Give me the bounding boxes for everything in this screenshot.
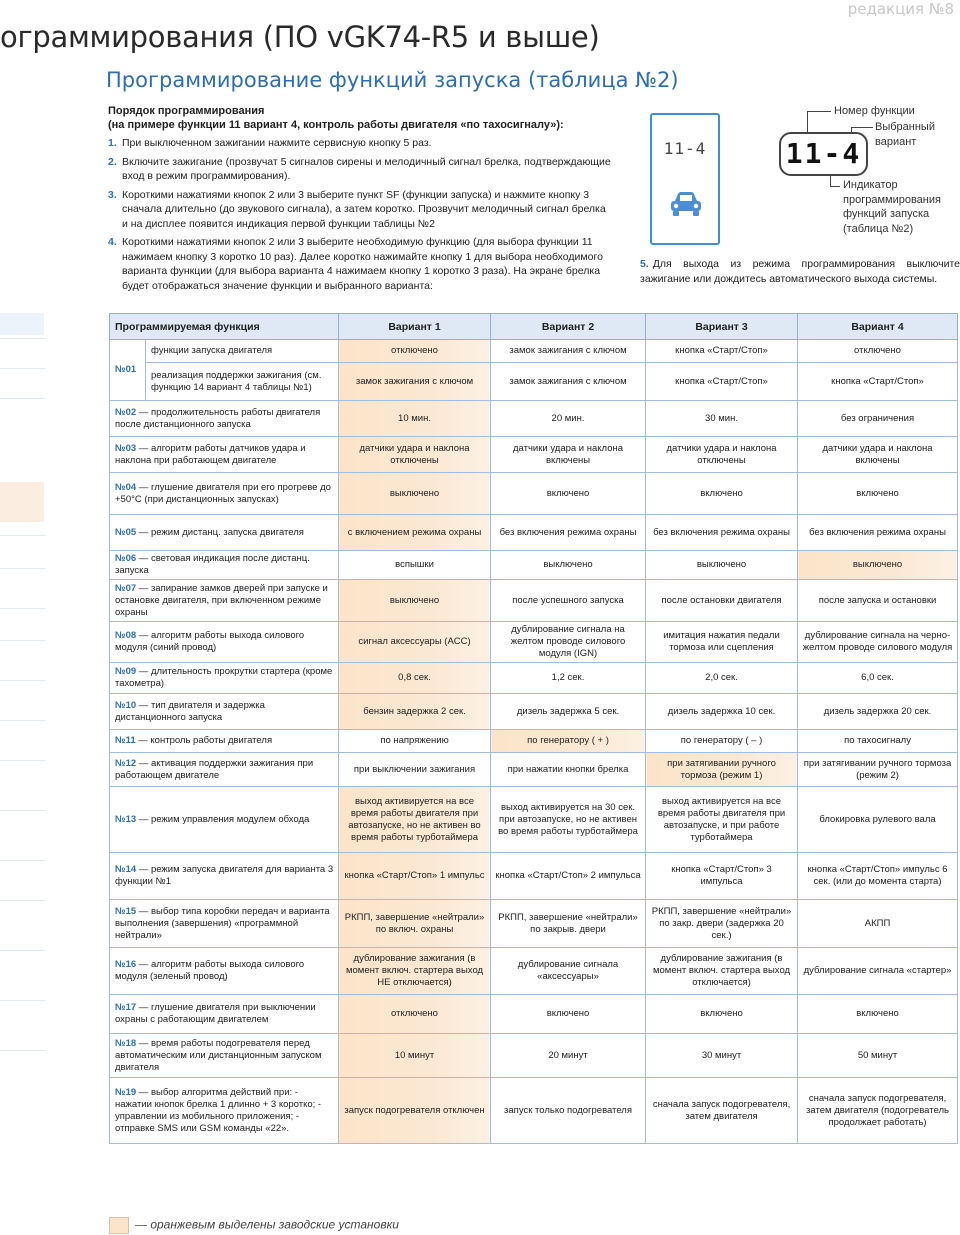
table-row (110, 622, 958, 663)
key-fob-display (650, 113, 720, 245)
table-row (110, 363, 958, 401)
function-text: — время работы подогревателя перед автоматическим или дистанционным запуском двигателя (115, 1037, 322, 1073)
table-row (110, 853, 958, 900)
table-row (110, 473, 958, 515)
edition-label: редакция №8 (847, 0, 954, 18)
header-variant-4: Вариант 4 (798, 314, 958, 340)
variant-1-cell: отключено (339, 340, 491, 363)
function-description: реализация поддержки зажигания (см. функцию 14 вариант 4 таблицы №1) (146, 363, 339, 401)
variant-2-cell: РКПП, завершение «нейтрали» по закрыв. двери (491, 900, 646, 948)
variant-1-cell: отключено (339, 995, 491, 1034)
function-number: №05 (115, 526, 137, 538)
function-number: №07 (115, 582, 137, 594)
variant-3-cell: РКПП, завершение «нейтрали» по закр. двери (задержка 20 сек.) (646, 900, 798, 948)
function-number: №12 (115, 757, 137, 769)
variant-4-cell: АКПП (798, 900, 958, 948)
variant-3-cell: датчики удара и наклона отключены (646, 437, 798, 473)
function-text: — глушение двигателя при выключении охраны с работающим двигателем (115, 1002, 316, 1025)
function-text: — алгоритм работы выхода силового модуля (синий провод) (115, 630, 305, 653)
variant-4-cell: выключено (798, 551, 958, 580)
variant-2-cell: включено (491, 995, 646, 1034)
table-row (110, 551, 958, 580)
function-description (110, 787, 339, 853)
table-row (110, 787, 958, 853)
function-text: — глушение двигателя при его прогреве до +50°С (при дистанционных запусках) (115, 481, 331, 505)
function-description (110, 663, 339, 694)
table-row (110, 580, 958, 622)
fob-digits: 11-4 (663, 139, 707, 158)
callout-indicator: Индикатор программирования функций запуска (таблица №2) (843, 179, 941, 235)
function-description (110, 622, 339, 663)
function-number: №18 (115, 1037, 137, 1049)
variant-1-cell: бензин задержка 2 сек. (339, 694, 491, 730)
function-text: — запирание замков дверей при запуске и остановке двигателя, при включенном режиме охраны (115, 582, 328, 618)
table-row (110, 753, 958, 787)
function-text: — режим дистанц. запуска двигателя (136, 526, 304, 538)
function-number: №17 (115, 1002, 137, 1013)
enlarged-digits: 11-4 (785, 137, 862, 170)
order-title: Порядок программирования (108, 105, 265, 117)
programming-order (108, 104, 613, 293)
header-variant-1: Вариант 1 (339, 314, 491, 340)
variant-2-cell: кнопка «Старт/Стоп» 2 импульса (491, 853, 646, 900)
variant-2-cell: выключено (491, 551, 646, 580)
table-row (110, 401, 958, 437)
function-text: — алгоритм работы выхода силового модуля (зеленый провод) (115, 959, 305, 982)
function-number: №06 (115, 553, 137, 564)
order-step-5: 5. Для выхода из режима программирования выключите зажигание или дождитесь автоматического выхода системы. (640, 258, 960, 285)
variant-2-cell: замок зажигания с ключом (491, 363, 646, 401)
variant-2-cell: замок зажигания с ключом (491, 340, 646, 363)
variant-1-cell: 0,8 сек. (339, 663, 491, 694)
callout-variant: Выбранный вариант (875, 121, 935, 148)
function-number: №03 (115, 442, 137, 454)
variant-4-cell: без ограничения (798, 401, 958, 437)
function-description (110, 515, 339, 551)
function-number: №02 (115, 406, 137, 418)
variant-1-cell: выключено (339, 580, 491, 622)
function-description (110, 853, 339, 900)
variant-4-cell: кнопка «Старт/Стоп» импульс 6 сек. (или до момента старта) (798, 853, 958, 900)
variant-4-cell: отключено (798, 340, 958, 363)
variant-4-cell: включено (798, 995, 958, 1034)
car-icon (669, 191, 703, 217)
variant-3-cell: кнопка «Старт/Стоп» (646, 340, 798, 363)
function-description (110, 401, 339, 437)
table-row (110, 437, 958, 473)
variant-4-cell: датчики удара и наклона включены (798, 437, 958, 473)
function-description (110, 551, 339, 580)
function-text: — продолжительность работы двигателя после дистанционного запуска (115, 406, 321, 430)
variant-4-cell: сначала запуск подогревателя, затем двигателя (подогреватель продолжает работать) (798, 1078, 958, 1144)
table-header-row (110, 314, 958, 340)
table-row (110, 900, 958, 948)
enlarged-display (779, 132, 868, 176)
variant-1-cell: сигнал аксессуары (ACC) (339, 622, 491, 663)
variant-4-cell: дублирование сигнала на черно-желтом проводе силового модуля (798, 622, 958, 663)
variant-4-cell: при затягивании ручного тормоза (режим 2) (798, 753, 958, 787)
function-number: №09 (115, 666, 137, 677)
table-row (110, 1078, 958, 1144)
variant-4-cell: включено (798, 473, 958, 515)
variant-4-cell: по тахосигналу (798, 730, 958, 753)
table-row (110, 995, 958, 1034)
variant-1-cell: при выключении зажигания (339, 753, 491, 787)
header-function: Программируемая функция (110, 314, 339, 340)
function-number: №13 (115, 813, 137, 825)
variant-3-cell: кнопка «Старт/Стоп» 3 импульса (646, 853, 798, 900)
order-step-4: 4. Короткими нажатиями кнопок 2 или 3 выберите необходимую функцию (для выбора функции 11 нажимаем кнопку 3 коротко 10 раз). Далее коротко нажимайте кнопку 1 для выбора необходимого варианта функции (для выбора варианта 4 нажимаем кнопку 1 коротко 3 раза). На экране брелка будет отображаться значение функции и выбранного варианта: (108, 236, 603, 292)
table-row (110, 730, 958, 753)
function-description (110, 473, 339, 515)
variant-2-cell: по генератору ( + ) (491, 730, 646, 753)
order-step-3: 3. Короткими нажатиями кнопок 2 или 3 выберите пункт SF (функции запуска) и нажмите кнопку 3 сначала длительно (до звукового сигнала), а затем коротко. Прозвучит мелодичный сигнал брелка и на дисплее появится индикация первой функции таблицы №2 (108, 188, 606, 230)
variant-4-cell: без включения режима охраны (798, 515, 958, 551)
function-description (110, 900, 339, 948)
section-title: Программирование функций запуска (таблица №2) (106, 68, 679, 92)
legend-swatch (109, 1217, 129, 1234)
variant-2-cell: 1,2 сек. (491, 663, 646, 694)
legend-text: — оранжевым выделены заводские установки (135, 1217, 399, 1232)
table-row (110, 1034, 958, 1078)
function-number: №08 (115, 630, 137, 641)
variant-1-cell: по напряжению (339, 730, 491, 753)
function-number: №15 (115, 905, 137, 917)
variant-1-cell: вспышки (339, 551, 491, 580)
variant-2-cell: включено (491, 473, 646, 515)
variant-2-cell: 20 мин. (491, 401, 646, 437)
function-description (110, 580, 339, 622)
function-description (110, 437, 339, 473)
function-text: — режим управления модулем обхода (136, 813, 310, 825)
variant-3-cell: по генератору ( – ) (646, 730, 798, 753)
variant-3-cell: 30 мин. (646, 401, 798, 437)
function-text: — длительность прокрутки стартера (кроме тахометра) (115, 666, 333, 689)
variant-1-cell: запуск подогревателя отключен (339, 1078, 491, 1144)
variant-2-cell: без включения режима охраны (491, 515, 646, 551)
variant-1-cell: выключено (339, 473, 491, 515)
variant-1-cell: 10 мин. (339, 401, 491, 437)
table-row (110, 663, 958, 694)
function-text: — тип двигателя и задержка дистанционного запуска (115, 699, 265, 723)
table-row (110, 694, 958, 730)
variant-2-cell: запуск только подогревателя (491, 1078, 646, 1144)
variant-1-cell: выход активируется на все время работы двигателя при автозапуске, но не активен во время работы турботаймера (339, 787, 491, 853)
variant-2-cell: при нажатии кнопки брелка (491, 753, 646, 787)
variant-1-cell: кнопка «Старт/Стоп» 1 импульс (339, 853, 491, 900)
function-description: функции запуска двигателя (146, 340, 339, 363)
variant-3-cell: при затягивании ручного тормоза (режим 1) (646, 753, 798, 787)
variant-3-cell: выключено (646, 551, 798, 580)
function-number: №04 (115, 481, 137, 493)
function-text: — контроль работы двигателя (135, 735, 273, 746)
legend (109, 1217, 399, 1234)
function-text: — активация поддержки зажигания при работающем двигателе (115, 757, 314, 781)
variant-2-cell: дублирование сигнала «аксессуары» (491, 948, 646, 995)
callout-function-number: Номер функции (834, 105, 915, 117)
function-text: — режим запуска двигателя для варианта 3 функции №1 (115, 864, 334, 887)
variant-3-cell: сначала запуск подогревателя, затем двигателя (646, 1078, 798, 1144)
variant-3-cell: после остановки двигателя (646, 580, 798, 622)
left-margin-ghost (0, 120, 46, 1170)
variant-3-cell: включено (646, 473, 798, 515)
order-step-1: 1. При выключенном зажигании нажмите сервисную кнопку 5 раз. (108, 137, 432, 149)
variant-2-cell: после успешного запуска (491, 580, 646, 622)
variant-4-cell: блокировка рулевого вала (798, 787, 958, 853)
variant-3-cell: кнопка «Старт/Стоп» (646, 363, 798, 401)
variant-1-cell: замок зажигания с ключом (339, 363, 491, 401)
variant-2-cell: дублирование сигнала на желтом проводе силового модуля (IGN) (491, 622, 646, 663)
variant-3-cell: выход активируется на все время работы двигателя при автозапуске, и при работе турботаймера (646, 787, 798, 853)
variant-1-cell: 10 минут (339, 1034, 491, 1078)
order-step-2: 2. Включите зажигание (прозвучат 5 сигналов сирены и мелодичный сигнал брелка, подтверждающие вход в режим программирования). (108, 155, 611, 182)
header-variant-3: Вариант 3 (646, 314, 798, 340)
functions-table (109, 313, 958, 1144)
function-description (110, 730, 339, 753)
function-description (110, 1078, 339, 1144)
variant-2-cell: датчики удара и наклона включены (491, 437, 646, 473)
variant-3-cell: включено (646, 995, 798, 1034)
variant-2-cell: 20 минут (491, 1034, 646, 1078)
variant-4-cell: 6,0 сек. (798, 663, 958, 694)
variant-3-cell: дизель задержка 10 сек. (646, 694, 798, 730)
variant-1-cell: РКПП, завершение «нейтрали» по включ. охраны (339, 900, 491, 948)
variant-1-cell: дублирование зажигания (в момент включ. стартера выход НЕ отключается) (339, 948, 491, 995)
order-subtitle: (на примере функции 11 вариант 4, контроль работы двигателя «по тахосигналу»): (108, 119, 564, 131)
table-row (110, 515, 958, 551)
header-variant-2: Вариант 2 (491, 314, 646, 340)
variant-3-cell: дублирование зажигания (в момент включ. стартера выход отключается) (646, 948, 798, 995)
function-number: №01 (110, 340, 146, 401)
page-header-title: ограммирования (ПО vGK74-R5 и выше) (0, 20, 600, 54)
function-description (110, 694, 339, 730)
function-text: — выбор алгоритма действий при: - нажатии кнопок брелка 1 длинно + 3 коротко; - управлении из мобильного приложения; - отправке SMS или GSM команды «22». (115, 1086, 322, 1134)
function-description (110, 1034, 339, 1078)
function-description (110, 753, 339, 787)
variant-4-cell: дублирование сигнала «стартер» (798, 948, 958, 995)
function-number: №19 (115, 1086, 137, 1098)
function-text: — выбор типа коробки передач и варианта выполнения (завершения) «программной нейтрали» (115, 905, 330, 941)
table-row (110, 340, 958, 363)
function-number: №11 (115, 735, 136, 746)
table-row (110, 948, 958, 995)
variant-3-cell: без включения режима охраны (646, 515, 798, 551)
function-text: — световая индикация после дистанц. запуска (115, 553, 310, 576)
function-number: №16 (115, 959, 137, 970)
function-description (110, 995, 339, 1034)
function-text: — алгоритм работы датчиков удара и наклона при работающем двигателе (115, 442, 306, 466)
variant-2-cell: выход активируется на 30 сек. при автозапуске, но не активен во время работы турботаймера (491, 787, 646, 853)
variant-1-cell: с включением режима охраны (339, 515, 491, 551)
variant-4-cell: дизель задержка 20 сек. (798, 694, 958, 730)
variant-3-cell: 2,0 сек. (646, 663, 798, 694)
function-description (110, 948, 339, 995)
function-number: №14 (115, 864, 137, 875)
function-number: №10 (115, 699, 137, 711)
variant-3-cell: 30 минут (646, 1034, 798, 1078)
variant-1-cell: датчики удара и наклона отключены (339, 437, 491, 473)
variant-3-cell: имитация нажатия педали тормоза или сцепления (646, 622, 798, 663)
variant-4-cell: 50 минут (798, 1034, 958, 1078)
variant-2-cell: дизель задержка 5 сек. (491, 694, 646, 730)
variant-4-cell: кнопка «Старт/Стоп» (798, 363, 958, 401)
variant-4-cell: после запуска и остановки (798, 580, 958, 622)
